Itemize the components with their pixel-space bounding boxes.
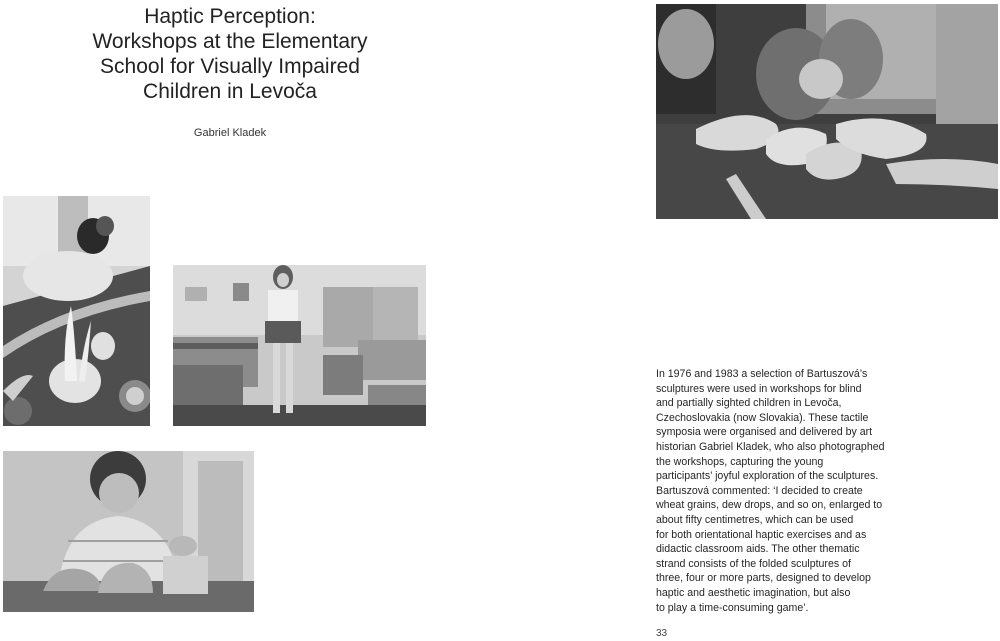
sculptures-illustration: [3, 196, 150, 426]
title-line: Children in Levoča: [143, 80, 317, 103]
body-line: about fifty centimetres, which can be used: [656, 513, 854, 526]
article-body: [656, 367, 906, 615]
photo-boy-with-sculptures: [3, 451, 254, 612]
hands-illustration: [656, 4, 998, 219]
body-line: to play a time-consuming game’.: [656, 601, 809, 614]
body-line: In 1976 and 1983 a selection of Bartuszová’s: [656, 368, 868, 380]
body-line: and partially sighted children in Levoča,: [656, 397, 842, 410]
title-line: Haptic Perception:: [144, 5, 316, 28]
body-line: sculptures were used in workshops for blind: [656, 382, 862, 395]
photo-hands-on-sculpture: [656, 4, 998, 219]
title-line: School for Visually Impaired: [100, 55, 360, 78]
dormitory-illustration: [173, 265, 426, 426]
page-number: 33: [656, 628, 668, 639]
boy-illustration: [3, 451, 254, 612]
body-line: Bartuszová commented: ‘I decided to create: [656, 484, 863, 497]
photo-girl-in-dormitory: [173, 265, 426, 426]
author-name: Gabriel Kladek: [193, 127, 267, 139]
body-line: three, four or more parts, designed to develop: [656, 572, 871, 585]
body-line: didactic classroom aids. The other thematic: [656, 543, 860, 556]
body-line: symposia were organised and delivered by art: [656, 426, 873, 439]
body-line: historian Gabriel Kladek, who also photographed: [656, 440, 885, 453]
body-line: the workshops, capturing the young: [656, 455, 824, 468]
title-line: Workshops at the Elementary: [92, 30, 368, 53]
body-line: strand consists of the folded sculptures of: [656, 557, 851, 570]
article-title: [60, 4, 400, 104]
body-line: participants’ joyful exploration of the sculptures.: [656, 470, 879, 483]
photo-sculptures-on-table: [3, 196, 150, 426]
body-line: Czechoslovakia (now Slovakia). These tactile: [656, 411, 869, 424]
body-line: haptic and aesthetic imagination, but also: [656, 586, 851, 599]
body-line: for both orientational haptic exercises and as: [656, 528, 867, 541]
body-line: wheat grains, dew drops, and so on, enlarged to: [656, 499, 883, 512]
